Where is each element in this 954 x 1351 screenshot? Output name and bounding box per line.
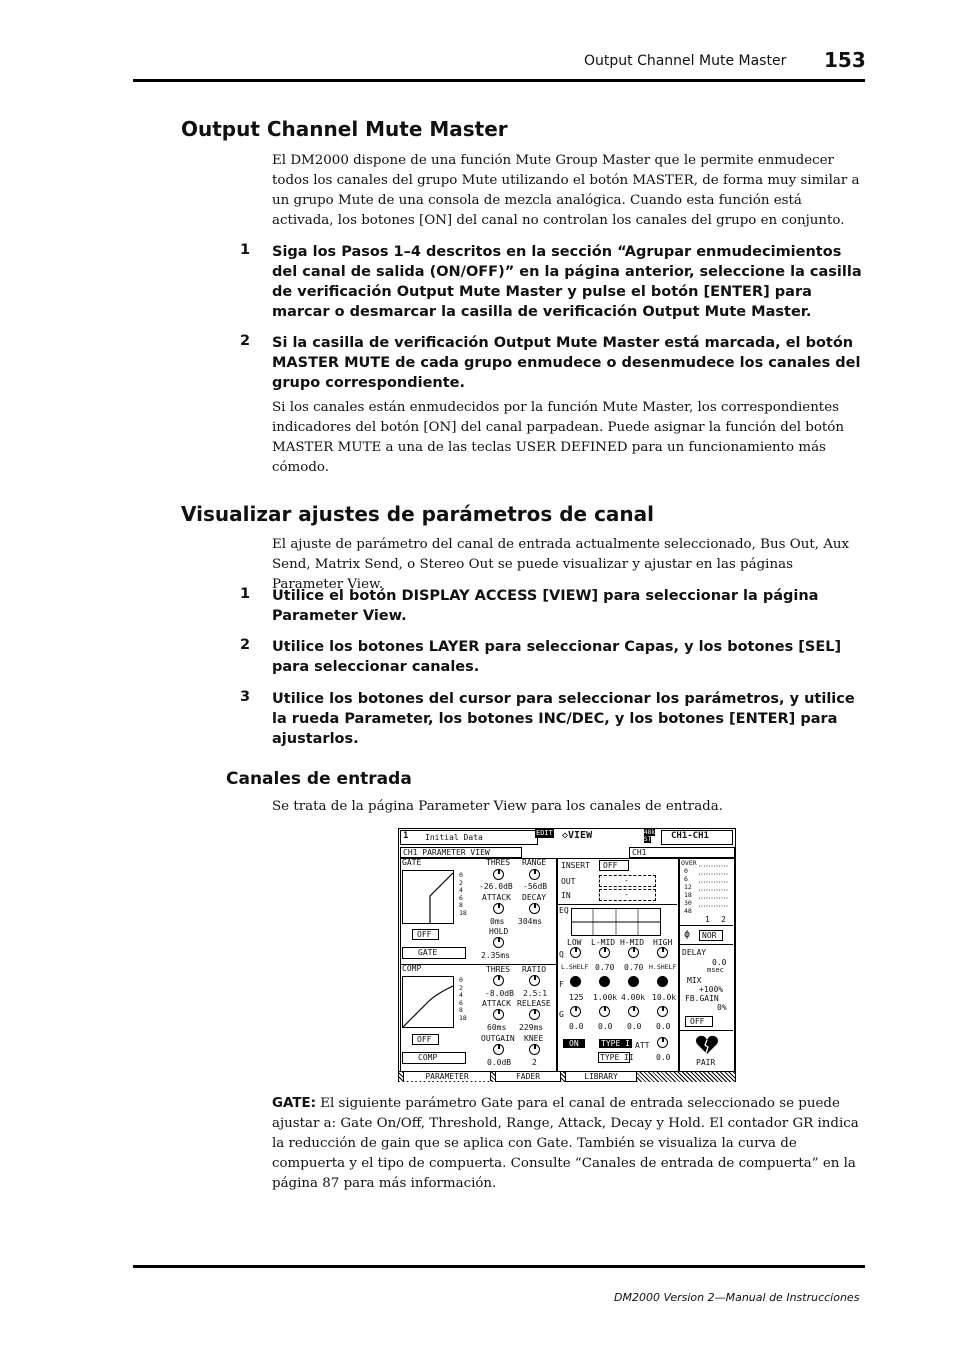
step-text: Siga los Pasos 1–4 descritos en la sección “Agrupar enmudecimientos del canal de salida (ON/OFF)” en la página anterior, seleccione la casilla de verificación Output Mute Master y pulse el botón [ENTER] para marcar o desmarcar la casilla de verificación Output Mute Master.: [272, 244, 862, 320]
gate-range-value: -56dB: [523, 882, 548, 891]
sample-rate: 48k: [644, 829, 655, 836]
footer-rule: [133, 1265, 865, 1268]
eq-g-value: 0.0: [656, 1022, 671, 1031]
eq-f-value: 1.00k: [593, 993, 618, 1002]
gate-thres-value: -26.0dB: [479, 882, 513, 891]
eq-q-value: 0.70: [624, 963, 644, 972]
comp-thres-value: -8.0dB: [485, 989, 514, 998]
step-text: Utilice el botón DISPLAY ACCESS [VIEW] para seleccionar la página Parameter View.: [272, 588, 819, 624]
meter-tick: 8: [459, 1006, 463, 1014]
meter-tick: 6: [459, 998, 463, 1007]
meter-tick: 12: [684, 883, 692, 891]
eq-g-knob[interactable]: [657, 1006, 668, 1017]
eq-f-knob[interactable]: [657, 976, 668, 987]
step-number: 2: [240, 333, 251, 349]
step-number: 1: [240, 586, 251, 602]
eq-q-knob[interactable]: [599, 947, 610, 958]
gate-attack-knob[interactable]: [493, 903, 504, 914]
eq-att-value: 0.0: [656, 1053, 671, 1062]
meter-tick: 18: [684, 891, 692, 899]
gate-title: GATE: [402, 858, 422, 867]
comp-ratio-value: 2.5:1: [523, 989, 548, 998]
running-header-title: Output Channel Mute Master: [584, 53, 787, 69]
gate-decay-label: DECAY: [522, 893, 547, 902]
phase-button[interactable]: NOR: [702, 931, 717, 940]
comp-onoff-button[interactable]: OFF: [417, 1035, 432, 1044]
tab-fader[interactable]: FADER: [495, 1071, 561, 1082]
eq-type1-button[interactable]: TYPE I: [601, 1039, 630, 1048]
eq-q-label: Q: [559, 950, 564, 959]
comp-title: COMP: [402, 964, 422, 973]
meter-tick: 48: [684, 907, 692, 915]
level-meter: [699, 862, 731, 914]
eq-f-knob[interactable]: [599, 976, 610, 987]
meter-tick: 4: [459, 991, 463, 999]
gate-attack-label: ATTACK: [482, 893, 511, 902]
section-heading-mute-master: Output Channel Mute Master: [181, 117, 508, 141]
sync-status: ST: [644, 836, 652, 843]
gate-attack-value: 0ms: [490, 917, 505, 926]
eq-g-value: 0.0: [627, 1022, 642, 1031]
eq-type2-button[interactable]: TYPE II: [600, 1053, 634, 1062]
eq-f-knob[interactable]: [628, 976, 639, 987]
meter-tick: 0: [459, 976, 463, 984]
insert-label: INSERT: [561, 861, 590, 870]
footer-text: DM2000 Version 2—Manual de Instrucciones: [614, 1291, 860, 1304]
gate-decay-knob[interactable]: [529, 903, 540, 914]
delay-unit: msec: [707, 966, 724, 974]
edit-indicator: EDIT: [536, 829, 553, 837]
meter-tick: 4: [459, 886, 463, 894]
gate-hold-knob[interactable]: [493, 937, 504, 948]
gate-hold-label: HOLD: [489, 927, 509, 936]
gate-decay-value: 304ms: [518, 917, 543, 926]
meter-channel-number: 2: [721, 915, 726, 924]
header-rule: [133, 79, 865, 82]
gate-type-button[interactable]: GATE: [418, 948, 438, 957]
delay-fbgain-label: FB.GAIN: [685, 994, 719, 1003]
eq-f-value: 4.00k: [621, 993, 646, 1002]
scene-name: Initial Data: [425, 833, 483, 842]
meter-channel-number: 1: [705, 915, 710, 924]
gate-thres-label: THRES: [486, 858, 511, 867]
page-title: CH1 PARAMETER VIEW: [403, 848, 490, 857]
eq-f-label: F: [559, 980, 564, 989]
insert-in-label: IN: [561, 891, 571, 900]
eq-band-label: LOW: [567, 938, 582, 947]
parameter-view-screen: [398, 828, 736, 1082]
meter-tick: 2: [459, 983, 463, 992]
step-text: Si la casilla de verificación Output Mute Master está marcada, el botón MASTER MUTE de cada grupo enmudece o desenmudece los canales del grupo correspondiente.: [272, 335, 861, 391]
eq-f-value: 10.0k: [652, 993, 677, 1002]
section1-intro: El DM2000 dispone de una función Mute Group Master que le permite enmudecer todos los canales del grupo Mute utilizando el botón MASTER, de forma muy similar a un grupo Mute de una consola de mezcla analógica. Cuando esta función está activada, los botones [ON] del canal no controlan los canales del grupo en conjunto.: [272, 153, 860, 228]
gate-range-label: RANGE: [522, 858, 547, 867]
comp-release-label: RELEASE: [517, 999, 551, 1008]
comp-knee-value: 2: [532, 1058, 537, 1067]
eq-q-value: 0.70: [595, 963, 615, 972]
insert-in-value[interactable]: -: [624, 890, 629, 899]
delay-value: 0.0: [712, 958, 727, 967]
pair-heart-icon[interactable]: [695, 1035, 719, 1055]
comp-outgain-label: OUTGAIN: [481, 1034, 515, 1043]
gate-hold-value: 2.35ms: [481, 951, 510, 960]
insert-out-label: OUT: [561, 877, 576, 886]
eq-q-knob[interactable]: [628, 947, 639, 958]
comp-release-knob[interactable]: [529, 1009, 540, 1020]
gate-onoff-button[interactable]: OFF: [417, 930, 432, 939]
comp-ratio-label: RATIO: [522, 965, 547, 974]
delay-fbgain-value: 0%: [717, 1003, 727, 1012]
eq-q-knob[interactable]: [570, 947, 581, 958]
eq-q-value: H.SHELF: [649, 963, 677, 971]
eq-label: EQ: [559, 906, 569, 915]
eq-curve: [571, 908, 661, 936]
pair-label: PAIR: [696, 1058, 716, 1067]
section2-intro: El ajuste de parámetro del canal de entrada actualmente seleccionado, Bus Out, Aux Send, Matrix Send, o Stereo Out se puede visualizar y ajustar en las páginas Parameter View.: [272, 537, 850, 592]
eq-band-label: H-MID: [620, 938, 645, 947]
meter-tick: 8: [459, 901, 463, 909]
subsection-intro: Se trata de la página Parameter View para los canales de entrada.: [272, 799, 723, 814]
eq-band-label: HIGH: [653, 938, 673, 947]
eq-q-knob[interactable]: [657, 947, 668, 958]
meter-over-label: OVER: [681, 859, 697, 867]
tab-library[interactable]: LIBRARY: [565, 1071, 637, 1082]
eq-g-label: G: [559, 1010, 564, 1019]
channel-range: CH1-CH1: [671, 831, 709, 841]
step-number: 2: [240, 637, 251, 653]
eq-on-button[interactable]: ON: [563, 1039, 585, 1048]
comp-thres-label: THRES: [486, 965, 511, 974]
comp-knee-knob[interactable]: [529, 1044, 540, 1055]
gate-curve: [402, 870, 454, 924]
gate-thres-knob[interactable]: [493, 869, 504, 880]
eq-g-knob[interactable]: [599, 1006, 610, 1017]
meter-tick: 6: [684, 875, 688, 883]
scene-number: 1: [403, 831, 409, 841]
meter-tick: 0: [459, 871, 463, 879]
step-text: Utilice los botones del cursor para seleccionar los parámetros, y utilice la rueda Parameter, los botones INC/DEC, y los botones [ENTER] para ajustarlos.: [272, 691, 855, 747]
comp-outgain-value: 0.0dB: [487, 1058, 512, 1067]
phase-icon: ϕ: [684, 929, 691, 940]
meter-tick: 0: [684, 867, 688, 875]
comp-curve: [402, 976, 454, 1028]
comp-knee-label: KNEE: [524, 1034, 544, 1043]
view-label: ◇VIEW: [562, 830, 593, 841]
eq-g-knob[interactable]: [570, 1006, 581, 1017]
comp-outgain-knob[interactable]: [493, 1044, 504, 1055]
comp-thres-knob[interactable]: [493, 975, 504, 986]
eq-q-value: L.SHELF: [561, 963, 589, 971]
delay-label: DELAY: [682, 948, 707, 957]
eq-g-value: 0.0: [598, 1022, 613, 1031]
eq-f-value: 125: [569, 993, 584, 1002]
eq-g-knob[interactable]: [628, 1006, 639, 1017]
meter-tick: 30: [684, 899, 692, 907]
section-heading-parameter-view: Visualizar ajustes de parámetros de canal: [181, 502, 655, 526]
comp-ratio-knob[interactable]: [529, 975, 540, 986]
comp-release-value: 229ms: [519, 1023, 544, 1032]
meter-tick: 6: [459, 893, 463, 902]
insert-out-value[interactable]: -: [624, 876, 629, 885]
comp-attack-knob[interactable]: [493, 1009, 504, 1020]
eq-f-knob[interactable]: [570, 976, 581, 987]
comp-type-button[interactable]: COMP: [418, 1053, 438, 1062]
page-number: 153: [824, 48, 866, 72]
meter-tick: 18: [459, 908, 467, 917]
eq-att-label: ATT: [635, 1041, 650, 1050]
delay-mix-label: MIX: [687, 976, 702, 985]
step-text: Utilice los botones LAYER para seleccionar Capas, y los botones [SEL] para seleccionar canales.: [272, 639, 842, 675]
delay-onoff-button[interactable]: OFF: [690, 1017, 705, 1026]
step-number: 1: [240, 242, 251, 258]
meter-tick: 18: [459, 1013, 467, 1022]
gate-term: GATE:: [272, 1096, 316, 1111]
channel-name: CH1: [632, 848, 647, 857]
gate-text: El siguiente parámetro Gate para el canal de entrada seleccionado se puede ajustar a: Gate On/Off, Threshold, Range, Attack, Decay y Hold. El contador GR indica la reducción de gain que se aplica con Gate. También se visualiza la curva de compuerta y el tipo de compuerta. Consulte “Canales de entrada de compuerta” en la página 87 para más información.: [272, 1096, 859, 1191]
step-number: 3: [240, 689, 251, 705]
eq-band-label: L-MID: [591, 938, 616, 947]
meter-tick: 2: [459, 878, 463, 887]
tab-parameter[interactable]: PARAMETER: [403, 1071, 491, 1081]
gate-description: [272, 1094, 862, 1194]
insert-onoff-button[interactable]: OFF: [603, 861, 618, 870]
eq-g-value: 0.0: [569, 1022, 584, 1031]
subsection-heading: Canales de entrada: [226, 769, 412, 789]
delay-mix-value: +100%: [699, 985, 724, 994]
gate-range-knob[interactable]: [529, 869, 540, 880]
section1-note: Si los canales están enmudecidos por la función Mute Master, los correspondientes indicadores del botón [ON] del canal parpadean. Puede asignar la función del botón MASTER MUTE a una de las teclas USER DEFINED para un funcionamiento más cómodo.: [272, 400, 844, 475]
comp-attack-label: ATTACK: [482, 999, 511, 1008]
eq-att-knob[interactable]: [657, 1037, 668, 1048]
comp-attack-value: 60ms: [487, 1023, 507, 1032]
